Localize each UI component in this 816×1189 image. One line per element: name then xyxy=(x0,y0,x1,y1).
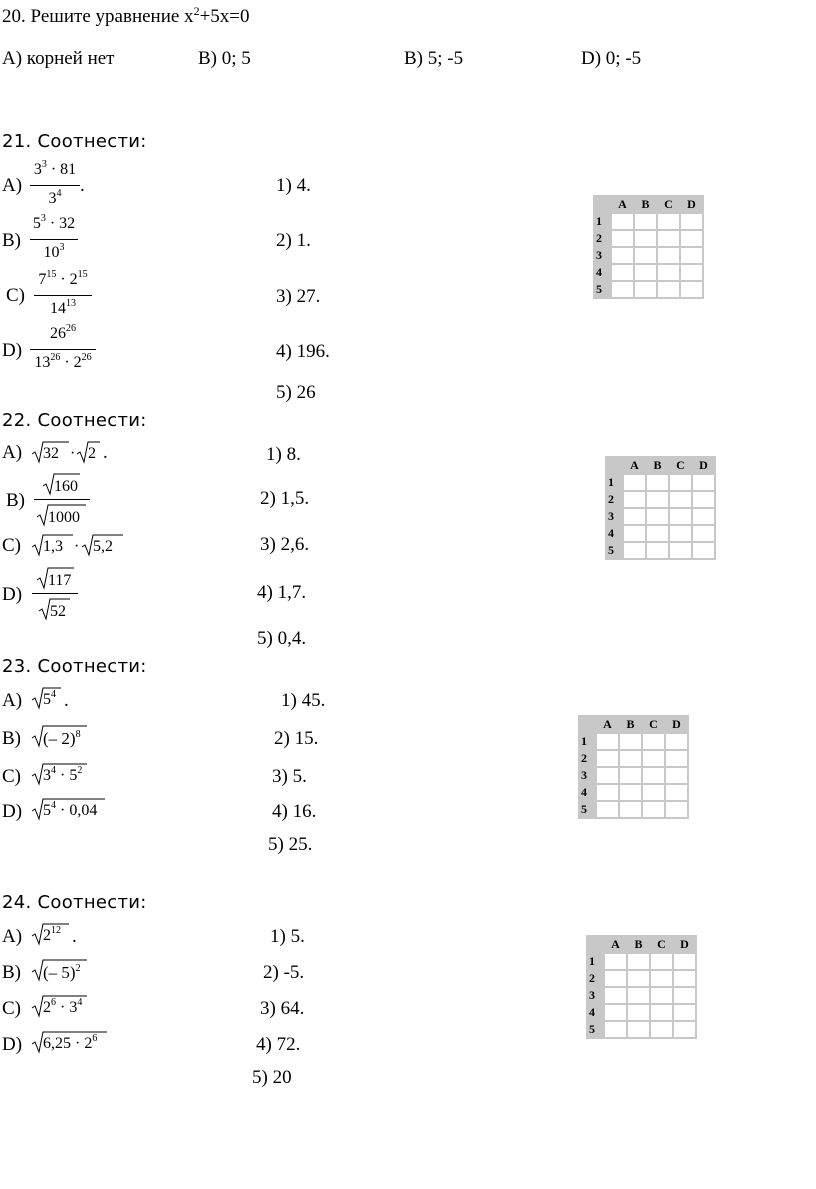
grid-col-header: C xyxy=(664,197,673,211)
q24-answer-3: 3) 64. xyxy=(260,998,305,1019)
grid-col-header: A xyxy=(611,937,620,951)
grid-answer-cell[interactable] xyxy=(643,751,664,766)
q23-answer-2: 2) 15. xyxy=(274,728,319,749)
q23-answer-1: 1) 45. xyxy=(281,690,326,711)
grid-answer-cell[interactable] xyxy=(666,751,687,766)
q22-answer-2: 2) 1,5. xyxy=(260,488,310,509)
grid-row-header: 2 xyxy=(589,971,595,985)
grid-answer-cell[interactable] xyxy=(693,526,714,541)
grid-answer-cell[interactable] xyxy=(628,1022,649,1037)
grid-answer-cell[interactable] xyxy=(658,282,679,297)
q21-label-d: D) xyxy=(2,340,23,361)
grid-answer-cell[interactable] xyxy=(624,475,645,490)
grid-answer-cell[interactable] xyxy=(693,543,714,558)
grid-answer-cell[interactable] xyxy=(647,526,668,541)
grid-col-header: B xyxy=(653,458,662,472)
grid-answer-cell[interactable] xyxy=(647,475,668,490)
grid-answer-cell[interactable] xyxy=(681,214,702,229)
grid-answer-cell[interactable] xyxy=(620,734,641,749)
grid-answer-cell[interactable] xyxy=(658,265,679,280)
grid-answer-cell[interactable] xyxy=(674,1022,695,1037)
grid-row-header: 4 xyxy=(589,1005,595,1019)
q24-answer-5: 5) 20 xyxy=(252,1067,292,1088)
grid-answer-cell[interactable] xyxy=(693,475,714,490)
grid-col-header: C xyxy=(649,717,658,731)
grid-answer-cell[interactable] xyxy=(605,1022,626,1037)
grid-answer-cell[interactable] xyxy=(620,785,641,800)
q22-answer-1: 1) 8. xyxy=(266,444,301,465)
grid-row-header: 5 xyxy=(596,282,602,296)
grid-answer-cell[interactable] xyxy=(670,492,691,507)
grid-row-header: 4 xyxy=(608,526,614,540)
grid-answer-cell[interactable] xyxy=(666,768,687,783)
grid-answer-cell[interactable] xyxy=(612,248,633,263)
q24-title: 24. Соотнести: xyxy=(2,892,147,913)
grid-answer-cell[interactable] xyxy=(635,248,656,263)
grid-row-header: 3 xyxy=(581,768,587,782)
grid-col-header: B xyxy=(626,717,635,731)
q23-expr-b: (– 2)$^8$ xyxy=(31,724,87,748)
grid-answer-cell[interactable] xyxy=(605,988,626,1003)
grid-row-header: 1 xyxy=(596,214,602,228)
q21-label-b: B) xyxy=(2,230,21,251)
grid-answer-cell[interactable] xyxy=(624,543,645,558)
grid-answer-cell[interactable] xyxy=(624,526,645,541)
grid-answer-cell[interactable] xyxy=(658,214,679,229)
grid-row-header: 1 xyxy=(581,734,587,748)
q21-answer-1: 1) 4. xyxy=(276,175,311,196)
grid-answer-cell[interactable] xyxy=(612,214,633,229)
grid-col-header: D xyxy=(687,197,696,211)
grid-answer-cell[interactable] xyxy=(635,231,656,246)
grid-answer-cell[interactable] xyxy=(693,492,714,507)
q22-label-c: C) xyxy=(2,535,21,556)
grid-col-header: D xyxy=(680,937,689,951)
q22-expr-c-root1: 1,3 xyxy=(31,533,73,557)
grid-row-header: 1 xyxy=(608,475,614,489)
q22-expr-a-root1: 32 xyxy=(31,440,69,464)
q24-label-d: D) xyxy=(2,1034,23,1055)
grid-answer-cell[interactable] xyxy=(674,1005,695,1020)
q24-answer-grid xyxy=(586,935,697,1039)
grid-answer-cell[interactable] xyxy=(670,526,691,541)
q23-answer-3: 3) 5. xyxy=(272,766,307,787)
q20-option-d[interactable]: D) 0; -5 xyxy=(581,48,642,69)
q24-expr-b: (– 5)$^2$ xyxy=(31,958,87,982)
grid-row-header: 2 xyxy=(596,231,602,245)
grid-answer-cell[interactable] xyxy=(643,785,664,800)
q24-expr-a: $2^{12}$ xyxy=(31,922,69,946)
grid-answer-cell[interactable] xyxy=(624,492,645,507)
q23-label-d: D) xyxy=(2,801,23,822)
q21-title: 21. Соотнести: xyxy=(2,131,147,152)
q20-option-c[interactable]: B) 5; -5 xyxy=(404,48,464,69)
grid-answer-cell[interactable] xyxy=(643,768,664,783)
q24-expr-c: $2^6 \cdot 3^4$ xyxy=(31,994,87,1018)
grid-answer-cell[interactable] xyxy=(681,248,702,263)
grid-row-header: 3 xyxy=(608,509,614,523)
grid-col-header: D xyxy=(672,717,681,731)
q22-expr-b: 160 1000 xyxy=(34,472,90,527)
grid-answer-cell[interactable] xyxy=(670,543,691,558)
q23-title: 23. Соотнести: xyxy=(2,656,147,677)
grid-answer-cell[interactable] xyxy=(635,265,656,280)
q21-label-a: A) xyxy=(2,175,23,196)
grid-answer-cell[interactable] xyxy=(597,751,618,766)
grid-answer-cell[interactable] xyxy=(647,492,668,507)
grid-row-header: 4 xyxy=(596,265,602,279)
q23-expr-a: $5^4$ xyxy=(31,686,61,710)
grid-answer-cell[interactable] xyxy=(647,543,668,558)
q21-answer-grid xyxy=(593,195,704,299)
grid-col-header: A xyxy=(603,717,612,731)
grid-answer-cell[interactable] xyxy=(693,509,714,524)
grid-answer-cell[interactable] xyxy=(597,802,618,817)
q23-expr-d: $5^4 \cdot 0,04$ xyxy=(31,797,105,821)
grid-row-header: 5 xyxy=(581,802,587,816)
q22-expr-d: 117 52 xyxy=(32,566,78,621)
q23-label-a: A) xyxy=(2,690,23,711)
grid-answer-cell[interactable] xyxy=(635,214,656,229)
grid-answer-cell[interactable] xyxy=(620,768,641,783)
grid-answer-cell[interactable] xyxy=(620,751,641,766)
grid-answer-cell[interactable] xyxy=(651,1005,672,1020)
grid-answer-cell[interactable] xyxy=(628,1005,649,1020)
grid-answer-cell[interactable] xyxy=(670,509,691,524)
grid-answer-cell[interactable] xyxy=(666,802,687,817)
grid-answer-cell[interactable] xyxy=(620,802,641,817)
q23-answer-4: 4) 16. xyxy=(272,801,317,822)
q23-label-b: B) xyxy=(2,728,21,749)
q20-title: 20. Решите уравнение $x^2+5x=0$ xyxy=(2,4,250,27)
grid-answer-cell[interactable] xyxy=(651,1022,672,1037)
q22-answer-grid xyxy=(605,456,716,560)
grid-answer-cell[interactable] xyxy=(658,231,679,246)
q22-title: 22. Соотнести: xyxy=(2,410,147,431)
q21-expr-a: $3^3 \cdot 81$ $3^4$ xyxy=(30,160,80,211)
grid-answer-cell[interactable] xyxy=(605,971,626,986)
grid-answer-cell[interactable] xyxy=(628,971,649,986)
q22-answer-3: 3) 2,6. xyxy=(260,534,310,555)
q21-label-c: C) xyxy=(6,285,25,306)
q23-answer-grid xyxy=(578,715,689,819)
q21-expr-c: $7^{15} \cdot 2^{15}$ $14^{13}$ xyxy=(34,270,92,321)
q24-label-c: C) xyxy=(2,998,21,1019)
grid-row-header: 5 xyxy=(608,543,614,557)
grid-row-header: 1 xyxy=(589,954,595,968)
grid-answer-cell[interactable] xyxy=(651,988,672,1003)
grid-answer-cell[interactable] xyxy=(674,971,695,986)
q20-option-a[interactable]: A) корней нет xyxy=(2,48,115,69)
grid-row-header: 3 xyxy=(589,988,595,1002)
q22-label-a: A) xyxy=(2,442,23,463)
grid-answer-cell[interactable] xyxy=(670,475,691,490)
grid-answer-cell[interactable] xyxy=(651,971,672,986)
grid-answer-cell[interactable] xyxy=(666,785,687,800)
q24-label-b: B) xyxy=(2,962,21,983)
grid-col-header: B xyxy=(634,937,643,951)
q22-expr-c-root2: 5,2 xyxy=(81,533,123,557)
grid-answer-cell[interactable] xyxy=(674,988,695,1003)
grid-answer-cell[interactable] xyxy=(605,1005,626,1020)
q22-label-b: B) xyxy=(6,490,25,511)
q23-answer-5: 5) 25. xyxy=(268,834,313,855)
grid-row-header: 5 xyxy=(589,1022,595,1036)
grid-col-header: C xyxy=(657,937,666,951)
q24-answer-4: 4) 72. xyxy=(256,1034,301,1055)
grid-col-header: D xyxy=(699,458,708,472)
grid-answer-cell[interactable] xyxy=(597,734,618,749)
grid-answer-cell[interactable] xyxy=(647,509,668,524)
grid-answer-cell[interactable] xyxy=(674,954,695,969)
grid-row-header: 3 xyxy=(596,248,602,262)
grid-answer-cell[interactable] xyxy=(681,265,702,280)
q22-expr-a-root2: 2 xyxy=(76,440,100,464)
q22-label-d: D) xyxy=(2,584,23,605)
grid-answer-cell[interactable] xyxy=(612,282,633,297)
grid-col-header: A xyxy=(618,197,627,211)
grid-col-header: B xyxy=(641,197,650,211)
grid-col-header: C xyxy=(676,458,685,472)
grid-row-header: 2 xyxy=(608,492,614,506)
grid-answer-cell[interactable] xyxy=(643,734,664,749)
q22-answer-4: 4) 1,7. xyxy=(257,582,307,603)
grid-answer-cell[interactable] xyxy=(597,785,618,800)
grid-col-header: A xyxy=(630,458,639,472)
q21-answer-3: 3) 27. xyxy=(276,286,321,307)
grid-answer-cell[interactable] xyxy=(605,954,626,969)
grid-row-header: 2 xyxy=(581,751,587,765)
q21-expr-b: $5^3 \cdot 32$ $10^3$ xyxy=(30,214,78,265)
grid-answer-cell[interactable] xyxy=(666,734,687,749)
grid-row-header: 4 xyxy=(581,785,587,799)
grid-answer-cell[interactable] xyxy=(612,265,633,280)
grid-answer-cell[interactable] xyxy=(624,509,645,524)
grid-answer-cell[interactable] xyxy=(681,282,702,297)
grid-answer-cell[interactable] xyxy=(628,954,649,969)
grid-answer-cell[interactable] xyxy=(658,248,679,263)
q22-answer-5: 5) 0,4. xyxy=(257,628,307,649)
q24-answer-1: 1) 5. xyxy=(270,926,305,947)
grid-answer-cell[interactable] xyxy=(651,954,672,969)
q24-expr-d: $6,25 \cdot 2^6$ xyxy=(31,1030,107,1054)
grid-answer-cell[interactable] xyxy=(628,988,649,1003)
q21-answer-4: 4) 196. xyxy=(276,341,330,362)
q21-answer-2: 2) 1. xyxy=(276,230,311,251)
q23-expr-c: $3^4 \cdot 5^2$ xyxy=(31,762,87,786)
q23-label-c: C) xyxy=(2,766,21,787)
grid-answer-cell[interactable] xyxy=(635,282,656,297)
grid-answer-cell[interactable] xyxy=(681,231,702,246)
q21-answer-5: 5) 26 xyxy=(276,382,316,403)
q21-expr-d: $26^{26}$ $13^{26} \cdot 2^{26}$ xyxy=(30,324,96,375)
q20-option-b[interactable]: B) 0; 5 xyxy=(198,48,251,69)
grid-answer-cell[interactable] xyxy=(643,802,664,817)
grid-answer-cell[interactable] xyxy=(597,768,618,783)
grid-answer-cell[interactable] xyxy=(612,231,633,246)
q24-answer-2: 2) -5. xyxy=(263,962,305,983)
q24-label-a: A) xyxy=(2,926,23,947)
